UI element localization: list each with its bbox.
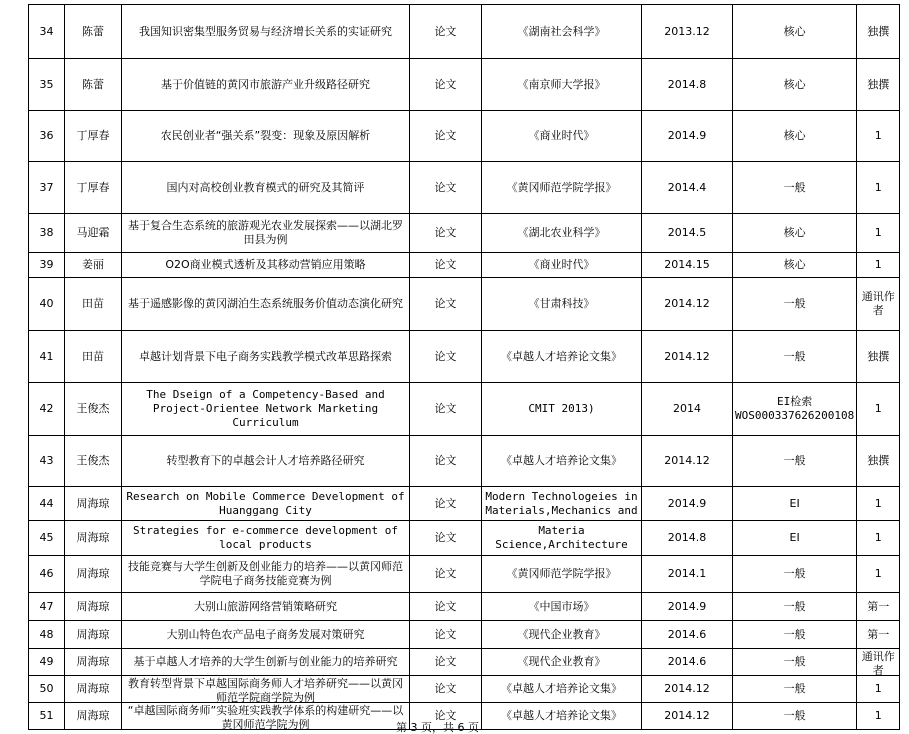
cell-type: 论文 xyxy=(410,5,482,59)
cell-author: 丁厚春 xyxy=(65,111,122,162)
cell-date: 2014.12 xyxy=(642,703,733,730)
cell-level: 一般 xyxy=(733,703,857,730)
cell-rank: 1 xyxy=(857,521,900,556)
cell-type: 论文 xyxy=(410,436,482,487)
table-row xyxy=(29,253,900,278)
cell-rank: 通讯作者 xyxy=(857,278,900,331)
cell-rank: 独撰 xyxy=(857,436,900,487)
cell-rank: 独撰 xyxy=(857,5,900,59)
cell-date: 2014 xyxy=(642,383,733,436)
cell-type: 论文 xyxy=(410,278,482,331)
cell-no: 51 xyxy=(29,703,65,730)
cell-title: O2O商业模式透析及其移动营销应用策略 xyxy=(122,253,410,278)
cell-no: 46 xyxy=(29,556,65,593)
table-row xyxy=(29,5,900,59)
cell-no: 48 xyxy=(29,621,65,649)
achievement-table xyxy=(28,4,900,730)
cell-journal: 《甘肃科技》 xyxy=(482,278,642,331)
cell-date: 2014.5 xyxy=(642,214,733,253)
table-row xyxy=(29,111,900,162)
cell-author: 田苗 xyxy=(65,331,122,383)
cell-rank: 1 xyxy=(857,383,900,436)
cell-no: 45 xyxy=(29,521,65,556)
cell-title: 转型教育下的卓越会计人才培养路径研究 xyxy=(122,436,410,487)
table-row xyxy=(29,214,900,253)
cell-no: 50 xyxy=(29,676,65,703)
cell-author: 周海琼 xyxy=(65,521,122,556)
cell-level: 一般 xyxy=(733,331,857,383)
cell-date: 2014.12 xyxy=(642,331,733,383)
cell-title: 国内对高校创业教育模式的研究及其简评 xyxy=(122,162,410,214)
cell-no: 36 xyxy=(29,111,65,162)
cell-no: 42 xyxy=(29,383,65,436)
cell-type: 论文 xyxy=(410,649,482,676)
cell-author: 周海琼 xyxy=(65,556,122,593)
cell-journal: 《现代企业教育》 xyxy=(482,649,642,676)
cell-journal: 《卓越人才培养论文集》 xyxy=(482,436,642,487)
cell-journal: 《中国市场》 xyxy=(482,593,642,621)
cell-title: 卓越计划背景下电子商务实践教学模式改革思路探索 xyxy=(122,331,410,383)
cell-title: 基于遥感影像的黄冈湖泊生态系统服务价值动态演化研究 xyxy=(122,278,410,331)
cell-author: 丁厚春 xyxy=(65,162,122,214)
cell-journal: CMIT 2013) xyxy=(482,383,642,436)
cell-type: 论文 xyxy=(410,676,482,703)
cell-level: 一般 xyxy=(733,436,857,487)
cell-journal: 《湖北农业科学》 xyxy=(482,214,642,253)
cell-type: 论文 xyxy=(410,59,482,111)
cell-journal: 《南京师大学报》 xyxy=(482,59,642,111)
table-row xyxy=(29,676,900,703)
cell-no: 40 xyxy=(29,278,65,331)
cell-level: 核心 xyxy=(733,253,857,278)
cell-journal: 《黄冈师范学院学报》 xyxy=(482,162,642,214)
cell-date: 2014.9 xyxy=(642,593,733,621)
cell-date: 2014.4 xyxy=(642,162,733,214)
cell-type: 论文 xyxy=(410,383,482,436)
cell-title: 我国知识密集型服务贸易与经济增长关系的实证研究 xyxy=(122,5,410,59)
cell-title: 基于卓越人才培养的大学生创新与创业能力的培养研究 xyxy=(122,649,410,676)
cell-journal: 《卓越人才培养论文集》 xyxy=(482,703,642,730)
cell-type: 论文 xyxy=(410,521,482,556)
cell-date: 2014.8 xyxy=(642,59,733,111)
cell-journal: 《湖南社会科学》 xyxy=(482,5,642,59)
cell-rank: 1 xyxy=(857,111,900,162)
cell-author: 田苗 xyxy=(65,278,122,331)
cell-rank: 独撰 xyxy=(857,331,900,383)
cell-rank: 1 xyxy=(857,676,900,703)
cell-date: 2013.12 xyxy=(642,5,733,59)
cell-level: 一般 xyxy=(733,621,857,649)
cell-rank: 1 xyxy=(857,162,900,214)
cell-type: 论文 xyxy=(410,487,482,521)
cell-level: 一般 xyxy=(733,593,857,621)
cell-level: EI检索 WOS000337626200108 xyxy=(733,383,857,436)
cell-title: 大别山旅游网络营销策略研究 xyxy=(122,593,410,621)
cell-title: Research on Mobile Commerce Development of Huanggang City xyxy=(122,487,410,521)
cell-journal: Materia Science,Architecture xyxy=(482,521,642,556)
table-row xyxy=(29,383,900,436)
cell-date: 2014.9 xyxy=(642,111,733,162)
cell-author: 王俊杰 xyxy=(65,383,122,436)
cell-no: 39 xyxy=(29,253,65,278)
cell-rank: 独撰 xyxy=(857,59,900,111)
cell-date: 2014.6 xyxy=(642,621,733,649)
cell-date: 2014.8 xyxy=(642,521,733,556)
cell-type: 论文 xyxy=(410,253,482,278)
table-row xyxy=(29,621,900,649)
cell-rank: 1 xyxy=(857,487,900,521)
table-row xyxy=(29,593,900,621)
table-row xyxy=(29,521,900,556)
cell-type: 论文 xyxy=(410,214,482,253)
cell-no: 35 xyxy=(29,59,65,111)
table-row xyxy=(29,649,900,676)
cell-rank: 1 xyxy=(857,253,900,278)
cell-title: The Dseign of a Competency-Based and Project-Orientee Network Marketing Curriculum xyxy=(122,383,410,436)
cell-date: 2014.6 xyxy=(642,649,733,676)
cell-author: 王俊杰 xyxy=(65,436,122,487)
cell-journal: 《商业时代》 xyxy=(482,111,642,162)
cell-level: 一般 xyxy=(733,556,857,593)
cell-title: 基于价值链的黄冈市旅游产业升级路径研究 xyxy=(122,59,410,111)
cell-rank: 通讯作者 xyxy=(857,649,900,676)
cell-type: 论文 xyxy=(410,111,482,162)
cell-level: EI xyxy=(733,487,857,521)
table-row xyxy=(29,59,900,111)
cell-level: 核心 xyxy=(733,59,857,111)
cell-author: 陈蕾 xyxy=(65,5,122,59)
cell-no: 34 xyxy=(29,5,65,59)
cell-type: 论文 xyxy=(410,593,482,621)
cell-title: 基于复合生态系统的旅游观光农业发展探索——以湖北罗田县为例 xyxy=(122,214,410,253)
cell-no: 43 xyxy=(29,436,65,487)
cell-date: 2014.12 xyxy=(642,278,733,331)
table-row xyxy=(29,331,900,383)
table-row xyxy=(29,436,900,487)
cell-no: 49 xyxy=(29,649,65,676)
cell-no: 38 xyxy=(29,214,65,253)
cell-no: 37 xyxy=(29,162,65,214)
cell-date: 2014.9 xyxy=(642,487,733,521)
cell-title: Strategies for e-commerce development of local products xyxy=(122,521,410,556)
cell-author: 陈蕾 xyxy=(65,59,122,111)
cell-date: 2014.1 xyxy=(642,556,733,593)
cell-journal: 《卓越人才培养论文集》 xyxy=(482,676,642,703)
cell-date: 2014.12 xyxy=(642,676,733,703)
cell-journal: 《黄冈师范学院学报》 xyxy=(482,556,642,593)
cell-author: 姜丽 xyxy=(65,253,122,278)
cell-level: 核心 xyxy=(733,5,857,59)
cell-title: 教育转型背景下卓越国际商务师人才培养研究——以黄冈师范学院商学院为例 xyxy=(122,676,410,703)
cell-rank: 1 xyxy=(857,214,900,253)
cell-no: 41 xyxy=(29,331,65,383)
cell-date: 2014.12 xyxy=(642,436,733,487)
cell-level: 一般 xyxy=(733,649,857,676)
cell-level: EI xyxy=(733,521,857,556)
cell-rank: 第一 xyxy=(857,621,900,649)
cell-rank: 1 xyxy=(857,556,900,593)
cell-journal: 《现代企业教育》 xyxy=(482,621,642,649)
cell-author: 周海琼 xyxy=(65,649,122,676)
cell-type: 论文 xyxy=(410,162,482,214)
cell-type: 论文 xyxy=(410,331,482,383)
cell-rank: 1 xyxy=(857,703,900,730)
cell-author: 周海琼 xyxy=(65,703,122,730)
table-row xyxy=(29,278,900,331)
cell-journal: 《卓越人才培养论文集》 xyxy=(482,331,642,383)
table-row xyxy=(29,487,900,521)
cell-journal: 《商业时代》 xyxy=(482,253,642,278)
cell-title: “卓越国际商务师”实验班实践教学体系的构建研究——以黄冈师范学院为例 xyxy=(122,703,410,730)
page-footer: 第 3 页，共 6 页 xyxy=(396,721,479,734)
cell-type: 论文 xyxy=(410,703,482,730)
cell-title: 农民创业者“强关系”裂变：现象及原因解析 xyxy=(122,111,410,162)
cell-level: 核心 xyxy=(733,111,857,162)
cell-date: 2014.15 xyxy=(642,253,733,278)
table-row xyxy=(29,556,900,593)
cell-level: 核心 xyxy=(733,214,857,253)
cell-author: 马迎霜 xyxy=(65,214,122,253)
cell-no: 47 xyxy=(29,593,65,621)
cell-journal: Modern Technologeies in Materials,Mechanics and xyxy=(482,487,642,521)
cell-level: 一般 xyxy=(733,278,857,331)
cell-author: 周海琼 xyxy=(65,676,122,703)
cell-title: 技能竞赛与大学生创新及创业能力的培养——以黄冈师范学院电子商务技能竞赛为例 xyxy=(122,556,410,593)
cell-author: 周海琼 xyxy=(65,593,122,621)
table-row xyxy=(29,162,900,214)
cell-type: 论文 xyxy=(410,621,482,649)
cell-type: 论文 xyxy=(410,556,482,593)
cell-level: 一般 xyxy=(733,676,857,703)
cell-level: 一般 xyxy=(733,162,857,214)
cell-title: 大别山特色农产品电子商务发展对策研究 xyxy=(122,621,410,649)
cell-author: 周海琼 xyxy=(65,487,122,521)
cell-author: 周海琼 xyxy=(65,621,122,649)
cell-no: 44 xyxy=(29,487,65,521)
cell-rank: 第一 xyxy=(857,593,900,621)
